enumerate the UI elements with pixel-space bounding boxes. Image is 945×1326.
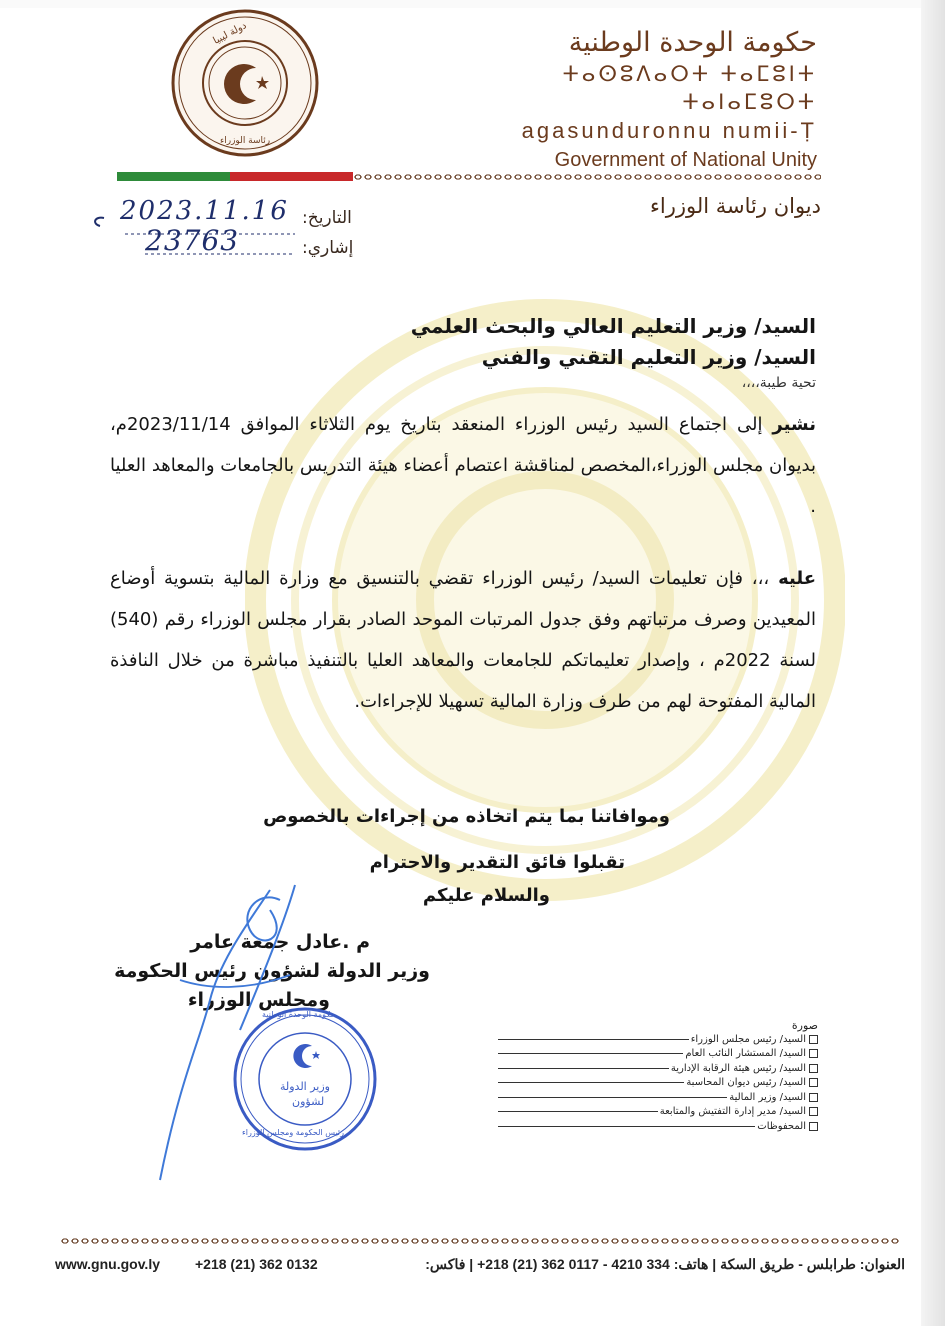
cc-checkbox [809, 1107, 818, 1116]
cc-item-line [498, 1082, 684, 1083]
closing-request: وموافاتنا بما يتم اتخاذه من إجراءات بالخصوص [263, 806, 670, 827]
date-handwritten: 2023.11.16 [120, 196, 289, 226]
closing-regards: تقبلوا فائق التقدير والاحترام [369, 852, 625, 873]
cc-item-text: المحفوظات [757, 1120, 806, 1132]
cc-item [496, 1032, 818, 1047]
closing-peace: والسلام عليكم [422, 885, 550, 906]
cc-item [496, 1047, 818, 1062]
paragraph-1-text: إلى اجتماع السيد رئيس الوزراء المنعقد بتاريخ يوم الثلاثاء الموافق 2023/11/14م، بديوان مجلس الوزراء،المخصص لمناقشة اعتصام أعضاء هيئة التدريس بالجامعات والمعاهد العليا . [110, 414, 816, 517]
stamp-inner-text-2: لشؤون [292, 1095, 325, 1108]
cc-item-text: السيد/ مدير إدارة التفتيش والمتابعة [659, 1106, 806, 1118]
cc-heading [496, 1018, 818, 1032]
header-ornament-band [353, 172, 821, 182]
reference-label: إشاري: [302, 238, 354, 258]
cc-checkbox [809, 1049, 818, 1058]
paragraph-1-lead: نشير [772, 414, 816, 435]
signatory-title-1: وزير الدولة لشؤون رئيس الحكومة [114, 960, 430, 982]
footer-ornament-band [60, 1236, 900, 1246]
cc-item-line [498, 1039, 689, 1040]
footer-fax-number: +218 (21) 362 0132 [195, 1256, 318, 1272]
signatory-name: م .عادل جمعة عامر [190, 931, 370, 953]
stamp-inner-text-3: رئيس الحكومة ومجلس الوزراء [242, 1128, 344, 1137]
page-right-edge [921, 0, 945, 1326]
cc-item-line [498, 1053, 683, 1054]
government-name-tifinagh: ⵜⴰⵙⵓⴷⴰⵔⵜ ⵜⴰⵎⵓⵏⵜ ⵜⴰⵏⴰⵎⵓⵔⵜ [562, 62, 817, 114]
cc-checkbox [809, 1093, 818, 1102]
stamp-outer-text: حكومة الوحدة الوطنية [262, 1010, 336, 1019]
paragraph-2-text: ،،، فإن تعليمات السيد/ رئيس الوزراء تقضي بالتنسيق مع وزارة المالية بتسوية أوضاع المعيدين وصرف مرتباتهم وفق جدول المرتبات الموحد الصادر بقرار مجلس الوزراء رقم (540) لسنة 2022م ، وإصدار تعليماتكم للجامعات والمعاهد العليا بالتنفيذ مباشرة من خلال النافذة المالية المفتوحة لهم من طرف وزارة المالية تسهيلا للإجراءات. [110, 568, 816, 712]
cc-heading-text: صورة [791, 1018, 818, 1032]
cc-item-line [498, 1111, 658, 1112]
paragraph-1 [110, 404, 816, 527]
cc-item [496, 1119, 818, 1134]
addressee-block [110, 311, 816, 391]
office-title: ديوان رئاسة الوزراء [650, 194, 821, 218]
stamp-inner-text-1: وزير الدولة [280, 1080, 330, 1093]
cc-item-text: السيد/ رئيس مجلس الوزراء [690, 1033, 806, 1045]
date-label: التاريخ: [302, 208, 352, 228]
cc-item [496, 1076, 818, 1091]
reference-handwritten: 23763 [145, 224, 240, 257]
cc-checkbox [809, 1078, 818, 1087]
cc-list [496, 1018, 818, 1134]
government-name-english: Government of National Unity [554, 149, 817, 171]
cc-item-line [498, 1097, 727, 1098]
page-top-edge [0, 0, 945, 8]
paragraph-2-lead: عليه [778, 568, 816, 589]
government-name-berber: agasunduronnu numii-Ṭ [521, 118, 817, 143]
government-name-arabic: حكومة الوحدة الوطنية [568, 27, 817, 58]
cc-checkbox [809, 1035, 818, 1044]
footer-website-link[interactable]: www.gnu.gov.ly [55, 1256, 160, 1272]
signatory-title-2: ومجلس الوزراء [187, 989, 330, 1011]
seal-text-top: دولة ليبيا [211, 20, 249, 47]
cc-item [496, 1090, 818, 1105]
flag-stripe-green [117, 172, 230, 181]
flag-stripe-red [230, 172, 353, 181]
greeting: تحية طيبة،،،، [741, 375, 816, 391]
paragraph-2 [110, 558, 816, 722]
seal-text-band: رئاسة الوزراء [220, 136, 271, 146]
cc-item-text: السيد/ رئيس ديوان المحاسبة [686, 1077, 806, 1089]
cc-item-text: السيد/ وزير المالية [729, 1091, 806, 1103]
cc-item-text: السيد/ المستشار النائب العام [685, 1048, 806, 1060]
cc-item-text: السيد/ رئيس هيئة الرقابة الإدارية [670, 1062, 806, 1074]
cc-item [496, 1061, 818, 1076]
cc-item-line [498, 1068, 669, 1069]
addressee-1: السيد/ وزير التعليم العالي والبحث العلمي [410, 314, 816, 338]
cc-checkbox [809, 1122, 818, 1131]
addressee-2: السيد/ وزير التعليم التقني والفني [481, 345, 816, 369]
government-name-block [477, 26, 817, 174]
cc-item [496, 1105, 818, 1120]
cc-checkbox [809, 1064, 818, 1073]
date-underline [90, 210, 300, 260]
cc-item-line [498, 1126, 755, 1127]
footer-address: العنوان: طرابلس - طريق السكة | هاتف: 334 4210 - 0117 362 (21) 218+ | فاكس: [425, 1256, 905, 1272]
